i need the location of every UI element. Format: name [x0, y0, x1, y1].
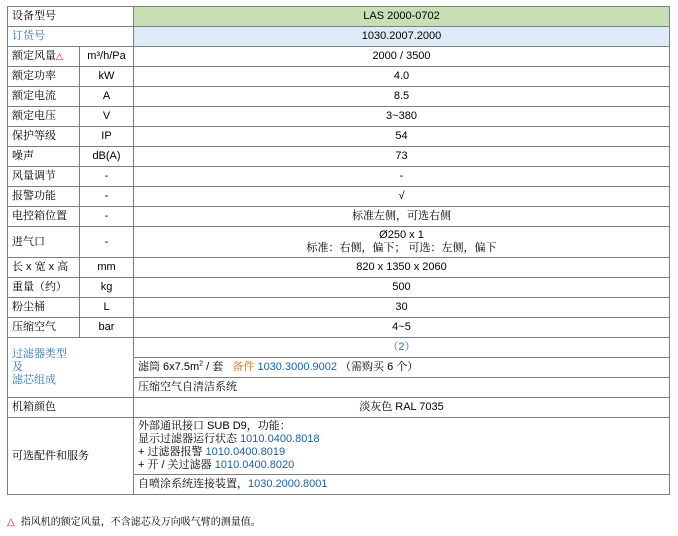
cabinet-row	[8, 398, 670, 418]
spec-unit: V	[80, 107, 134, 127]
spec-value: 73	[134, 147, 670, 167]
spec-value: 4.0	[134, 67, 670, 87]
spec-unit: m³/h/Pa	[80, 47, 134, 67]
spec-unit: dB(A)	[80, 147, 134, 167]
spec-row	[8, 107, 670, 127]
spec-label: 额定风量△	[8, 47, 80, 67]
spec-row	[8, 207, 670, 227]
spec-value: 54	[134, 127, 670, 147]
spec-label: 电控箱位置	[8, 207, 80, 227]
spec-label: 额定电流	[8, 87, 80, 107]
inlet-size: Ø250 x 1	[379, 229, 424, 241]
spec-row	[8, 318, 670, 338]
spec-unit: -	[80, 167, 134, 187]
spec-row	[8, 87, 670, 107]
filter-row	[8, 338, 670, 358]
order-row	[8, 27, 670, 47]
options-row	[8, 418, 670, 475]
spec-row	[8, 258, 670, 278]
spec-unit: L	[80, 298, 134, 318]
spec-unit: mm	[80, 258, 134, 278]
spec-value: 30	[134, 298, 670, 318]
warning-triangle-icon: △	[56, 51, 63, 61]
options-interface: 外部通讯接口 SUB D9，功能： 显示过滤器运行状态 1010.0400.8018 + 过滤器报警 1010.0400.8019 + 开 / 关过滤器 1010.0400.8020	[134, 418, 670, 475]
spec-label: 粉尘桶	[8, 298, 80, 318]
spec-label: 噪声	[8, 147, 80, 167]
spare-note: （需购买 6 个）	[340, 361, 419, 373]
footnote	[7, 513, 261, 528]
filter-label: 过滤器类型 及 滤芯组成	[8, 338, 134, 398]
spec-label: 额定功率	[8, 67, 80, 87]
inlet-position: 标准：右侧，偏下； 可选：左侧，偏下	[306, 242, 497, 254]
option-code: 1010.0400.8020	[214, 459, 295, 471]
option-code: 1010.0400.8018	[240, 433, 320, 445]
spec-row	[8, 187, 670, 207]
spec-label: 额定电压	[8, 107, 80, 127]
spec-row	[8, 278, 670, 298]
spec-unit: IP	[80, 127, 134, 147]
spec-label: 报警功能	[8, 187, 80, 207]
spec-value: 500	[134, 278, 670, 298]
cleaning-system: 压缩空气自清洁系统	[134, 378, 670, 398]
cabinet-value: 淡灰色 RAL 7035	[134, 398, 670, 418]
spec-label: 压缩空气	[8, 318, 80, 338]
warning-triangle-icon: △	[7, 517, 15, 528]
spec-unit: bar	[80, 318, 134, 338]
spec-value: 8.5	[134, 87, 670, 107]
order-label: 订货号	[8, 27, 134, 47]
footnote-text: 指风机的额定风量，不含滤芯及万向吸气臂的测量值。	[20, 517, 261, 528]
spec-value: 820 x 1350 x 2060	[134, 258, 670, 278]
spec-unit: -	[80, 227, 134, 258]
spec-row	[8, 227, 670, 258]
spec-value: 标准左侧，可选右侧	[134, 207, 670, 227]
options-spray: 自喷涂系统连接装置，1030.2000.8001	[134, 475, 670, 495]
option-code: 1010.0400.8019	[205, 446, 286, 458]
spec-label: 长 x 宽 x 高	[8, 258, 80, 278]
spec-value	[134, 227, 670, 258]
spare-code: 1030.3000.9002	[257, 361, 337, 373]
cabinet-label: 机箱颜色	[8, 398, 134, 418]
spec-label: 进气口	[8, 227, 80, 258]
spec-value: 4~5	[134, 318, 670, 338]
spec-row	[8, 47, 670, 67]
spec-unit: -	[80, 187, 134, 207]
spec-unit: A	[80, 87, 134, 107]
model-label: 设备型号	[8, 7, 134, 27]
spec-row	[8, 147, 670, 167]
options-label: 可选配件和服务	[8, 418, 134, 495]
spec-label: 重量（约）	[8, 278, 80, 298]
spec-row	[8, 127, 670, 147]
spec-value: 2000 / 3500	[134, 47, 670, 67]
order-value: 1030.2007.2000	[134, 27, 670, 47]
spec-row	[8, 298, 670, 318]
spec-row	[8, 167, 670, 187]
spec-unit: kW	[80, 67, 134, 87]
spare-label: 备件	[232, 361, 255, 373]
option-code: 1030.2000.8001	[248, 478, 328, 490]
spec-value: √	[134, 187, 670, 207]
filter-count: （2）	[134, 338, 670, 358]
spec-table	[7, 6, 670, 495]
spec-unit: kg	[80, 278, 134, 298]
model-value: LAS 2000-0702	[134, 7, 670, 27]
spec-row	[8, 67, 670, 87]
model-row	[8, 7, 670, 27]
spec-value: -	[134, 167, 670, 187]
spec-value: 3~380	[134, 107, 670, 127]
cartridge-info: 滤筒 $6x7.5m^2$ / 套 备件 1030.3000.9002 （需购买 6 个）	[134, 358, 670, 378]
spec-label: 保护等级	[8, 127, 80, 147]
spec-unit: -	[80, 207, 134, 227]
spec-label: 风量调节	[8, 167, 80, 187]
